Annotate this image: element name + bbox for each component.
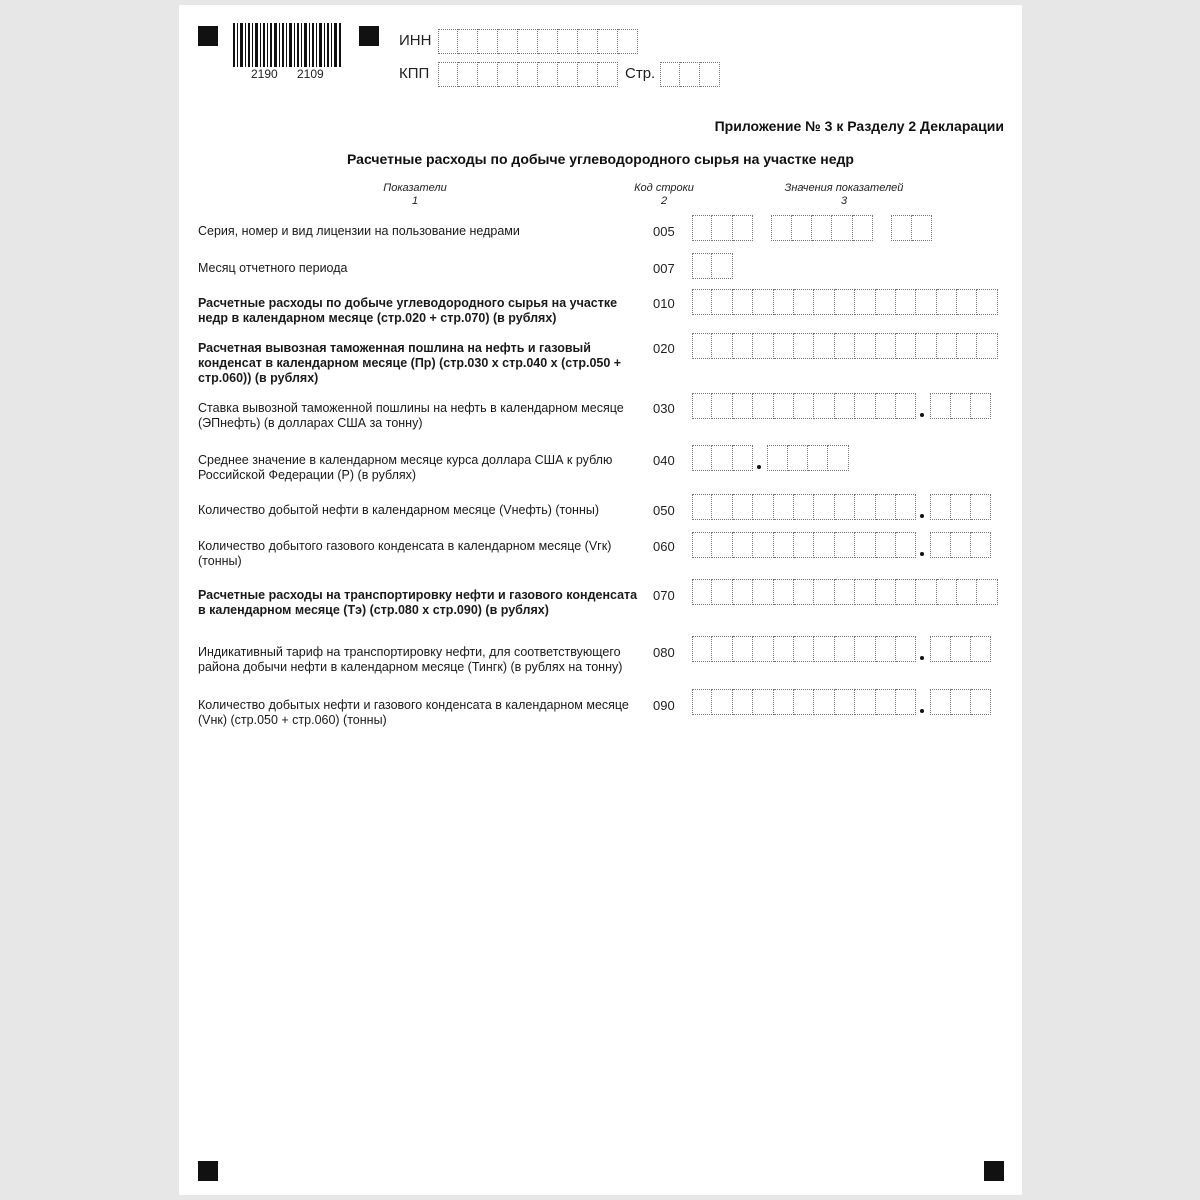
inn-field[interactable] (438, 29, 638, 54)
row-code-060: 060 (653, 539, 675, 554)
declaration-page (179, 5, 1022, 1195)
row-field-005[interactable] (692, 215, 932, 241)
kpp-label: КПП (399, 65, 430, 82)
corner-marker-bottom-left (198, 1161, 218, 1181)
row-field-050[interactable] (692, 494, 991, 520)
row-code-080: 080 (653, 645, 675, 660)
row-code-005: 005 (653, 224, 675, 239)
row-label-010: Расчетные расходы по добыче углеводородного сырья на участке недр в календарном месяце (стр.020 + стр.070) (в рублях) (198, 296, 618, 325)
row-code-020: 020 (653, 341, 675, 356)
row-label-060: Количество добытого газового конденсата в календарном месяце (Vгк) (тонны) (198, 539, 612, 568)
page-number-label: Стр. (625, 65, 656, 82)
column-header-values: Значения показателей 3 (784, 182, 904, 207)
row-code-050: 050 (653, 503, 675, 518)
form-title: Расчетные расходы по добыче углеводородного сырья на участке недр (347, 151, 854, 167)
row-label-070: Расчетные расходы на транспортировку нефти и газового конденсата в календарном месяце (Тэ) (стр.080 х стр.090) (в рублях) (198, 588, 638, 617)
corner-marker-bottom-right (984, 1161, 1004, 1181)
row-label-030: Ставка вывозной таможенной пошлины на нефть в календарном месяце (ЭПнефть) (в долларах США за тонну) (198, 401, 624, 430)
row-field-080[interactable] (692, 636, 991, 662)
row-code-010: 010 (653, 296, 675, 311)
row-field-070[interactable] (692, 579, 998, 605)
row-field-060[interactable] (692, 532, 991, 558)
row-label-080: Индикативный тариф на транспортировку нефти, для соответствующего района добычи нефти в календарном месяце (Тингк) (в рублях на тонну) (198, 645, 623, 674)
row-label-005: Серия, номер и вид лицензии на пользование недрами (198, 224, 520, 238)
row-label-090: Количество добытых нефти и газового конденсата в календарном месяце (Vнк) (стр.050 + стр.060) (тонны) (198, 698, 629, 727)
row-label-007: Месяц отчетного периода (198, 261, 348, 275)
row-field-007[interactable] (692, 253, 733, 279)
row-label-020: Расчетная вывозная таможенная пошлина на нефть и газовый конденсат в календарном месяце (Пр) (стр.030 х стр.040 х (стр.050 + стр.060)) (в рублях) (198, 341, 622, 385)
inn-label: ИНН (399, 32, 432, 49)
row-field-020[interactable] (692, 333, 998, 359)
appendix-heading: Приложение № 3 к Разделу 2 Декларации (714, 118, 1004, 134)
row-label-040: Среднее значение в календарном месяце курса доллара США к рублю Российской Федерации (Р) (в рублях) (198, 453, 613, 482)
page-number-field[interactable] (660, 62, 720, 87)
row-code-040: 040 (653, 453, 675, 468)
row-code-007: 007 (653, 261, 675, 276)
column-header-indicators: Показатели 1 (383, 182, 447, 207)
row-code-090: 090 (653, 698, 675, 713)
corner-marker-top-left (198, 26, 218, 46)
corner-marker-top-right (359, 26, 379, 46)
row-label-050: Количество добытой нефти в календарном месяце (Vнефть) (тонны) (198, 503, 600, 517)
row-field-040[interactable] (692, 445, 849, 471)
row-field-030[interactable] (692, 393, 991, 419)
row-code-070: 070 (653, 588, 675, 603)
barcode-number-right: 2109 (297, 67, 324, 81)
barcode-icon (233, 23, 343, 67)
row-field-090[interactable] (692, 689, 991, 715)
row-code-030: 030 (653, 401, 675, 416)
kpp-field[interactable] (438, 62, 618, 87)
column-header-code: Код строки 2 (634, 182, 694, 207)
barcode-number-left: 2190 (251, 67, 278, 81)
row-field-010[interactable] (692, 289, 998, 315)
